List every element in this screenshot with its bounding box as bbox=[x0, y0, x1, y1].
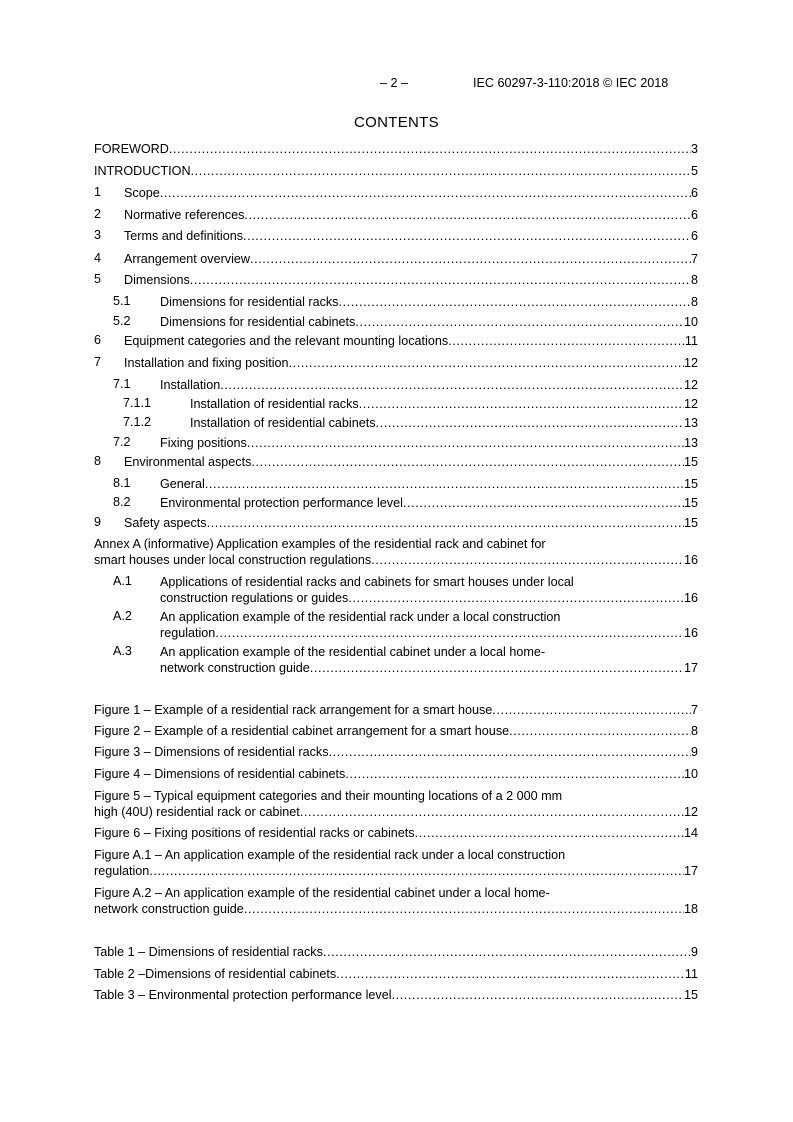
toc-entry[interactable] bbox=[94, 272, 698, 288]
dot-leader bbox=[244, 901, 684, 917]
toc-entry-number: 7.1.2 bbox=[123, 415, 152, 429]
toc-entry-page: 10 bbox=[683, 315, 698, 329]
toc-entry-title: Safety aspects bbox=[124, 516, 207, 530]
toc-entry-number: 5.2 bbox=[113, 314, 131, 328]
toc-entry-title: smart houses under local construction regulations bbox=[94, 553, 372, 567]
toc-entry[interactable] bbox=[94, 847, 698, 879]
dot-leader bbox=[289, 355, 684, 371]
toc-entry[interactable] bbox=[94, 228, 698, 244]
dot-leader bbox=[205, 476, 684, 492]
toc-entry[interactable] bbox=[94, 454, 698, 470]
toc-entry-title: Normative references bbox=[124, 208, 245, 222]
toc-entry-page: 11 bbox=[684, 334, 698, 348]
dot-leader bbox=[160, 185, 691, 201]
dot-leader bbox=[392, 987, 684, 1003]
toc-entry-page: 12 bbox=[683, 805, 698, 819]
toc-entry-number: A.2 bbox=[113, 609, 132, 623]
dot-leader bbox=[243, 228, 691, 244]
toc-entry-title: Figure A.2 – An application example of the residential cabinet under a local home- bbox=[94, 886, 550, 900]
toc-entry[interactable] bbox=[94, 885, 698, 917]
toc-entry[interactable] bbox=[94, 723, 698, 739]
toc-entry[interactable] bbox=[94, 476, 698, 492]
toc-entry[interactable] bbox=[94, 966, 698, 982]
toc-entry-title: Figure A.1 – An application example of the residential rack under a local construction bbox=[94, 848, 566, 862]
toc-entry-page: 3 bbox=[690, 142, 698, 156]
toc-entry-title: Terms and definitions bbox=[124, 229, 244, 243]
toc-entry-number: 2 bbox=[94, 207, 102, 221]
toc-entry-number: 5.1 bbox=[113, 294, 131, 308]
toc-entry-title: Installation of residential racks bbox=[190, 397, 359, 411]
dot-leader bbox=[244, 207, 691, 223]
toc-entry[interactable] bbox=[94, 163, 698, 179]
toc-entry-number: 7.1.1 bbox=[123, 396, 152, 410]
toc-entry[interactable] bbox=[94, 495, 698, 511]
toc-entry-title: An application example of the residential cabinet under a local home- bbox=[160, 645, 546, 659]
toc-entry-number: 7 bbox=[94, 355, 102, 369]
toc-entry-title: Equipment categories and the relevant mounting locations bbox=[124, 334, 449, 348]
toc-entry-page: 5 bbox=[690, 164, 698, 178]
toc-entry-page: 15 bbox=[683, 477, 698, 491]
dot-leader bbox=[348, 590, 684, 606]
toc-entry[interactable] bbox=[94, 574, 698, 606]
toc-entry[interactable] bbox=[94, 825, 698, 841]
toc-entry[interactable] bbox=[94, 609, 698, 641]
toc-entry-title: FOREWORD bbox=[94, 142, 169, 156]
dot-leader bbox=[191, 163, 691, 179]
toc-entry-page: 13 bbox=[683, 416, 698, 430]
toc-entry-title: Table 1 – Dimensions of residential racks bbox=[94, 945, 323, 959]
toc-entry-title: Fixing positions bbox=[160, 436, 247, 450]
toc-entry-number: 7.1 bbox=[113, 377, 131, 391]
toc-entry-page: 15 bbox=[683, 988, 698, 1002]
document-id: IEC 60297-3-110:2018 © IEC 2018 bbox=[473, 76, 669, 90]
toc-entry[interactable] bbox=[94, 536, 698, 568]
dot-leader bbox=[403, 495, 684, 511]
toc-entry[interactable] bbox=[94, 355, 698, 371]
toc-entry-number: 6 bbox=[94, 333, 102, 347]
toc-entry-number: 9 bbox=[94, 515, 102, 529]
dot-leader bbox=[323, 944, 691, 960]
page-number: – 2 – bbox=[380, 76, 409, 90]
toc-entry-page: 11 bbox=[684, 967, 698, 981]
toc-entry-page: 15 bbox=[683, 496, 698, 510]
page-title: CONTENTS bbox=[354, 114, 439, 131]
dot-leader bbox=[169, 141, 691, 157]
toc-entry[interactable] bbox=[94, 744, 698, 760]
toc-entry-title: regulation bbox=[160, 626, 216, 640]
dot-leader bbox=[415, 825, 684, 841]
toc-entry[interactable] bbox=[94, 251, 698, 267]
toc-entry[interactable] bbox=[94, 333, 698, 349]
toc-entry[interactable] bbox=[94, 987, 698, 1003]
toc-entry-number: A.3 bbox=[113, 644, 132, 658]
dot-leader bbox=[300, 804, 684, 820]
toc-entry-title: Scope bbox=[124, 186, 160, 200]
toc-entry-page: 6 bbox=[690, 208, 698, 222]
toc-entry-number: 8.1 bbox=[113, 476, 131, 490]
toc-entry-number: 7.2 bbox=[113, 435, 131, 449]
toc-entry-title: construction regulations or guides bbox=[160, 591, 349, 605]
dot-leader bbox=[355, 314, 684, 330]
toc-entry-number: A.1 bbox=[113, 574, 132, 588]
dot-leader bbox=[345, 766, 684, 782]
toc-entry-page: 16 bbox=[683, 626, 698, 640]
toc-entry[interactable] bbox=[94, 644, 698, 676]
dot-leader bbox=[251, 454, 684, 470]
toc-entry[interactable] bbox=[94, 294, 698, 310]
toc-entry-title: Arrangement overview bbox=[124, 252, 250, 266]
dot-leader bbox=[247, 435, 684, 451]
dot-leader bbox=[190, 272, 691, 288]
toc-entry-title: Figure 6 – Fixing positions of residential racks or cabinets bbox=[94, 826, 415, 840]
dot-leader bbox=[509, 723, 691, 739]
dot-leader bbox=[329, 744, 691, 760]
toc-entry-number: 3 bbox=[94, 228, 102, 242]
toc-entry-title: network construction guide bbox=[94, 902, 244, 916]
dot-leader bbox=[207, 515, 684, 531]
toc-entry[interactable] bbox=[94, 141, 698, 157]
toc-entry-title: regulation bbox=[94, 864, 150, 878]
dot-leader bbox=[250, 251, 691, 267]
dot-leader bbox=[310, 660, 684, 676]
toc-entry-number: 8.2 bbox=[113, 495, 131, 509]
dot-leader bbox=[338, 294, 691, 310]
toc-entry-page: 9 bbox=[690, 945, 698, 959]
toc-entry-page: 15 bbox=[683, 516, 698, 530]
toc-entry-title: Figure 2 – Example of a residential cabinet arrangement for a smart house bbox=[94, 724, 510, 738]
toc-entry[interactable] bbox=[94, 435, 698, 451]
dot-leader bbox=[220, 377, 684, 393]
toc-entry-number: 4 bbox=[94, 251, 102, 265]
toc-entry-title: Installation of residential cabinets bbox=[190, 416, 376, 430]
toc-entry[interactable] bbox=[94, 766, 698, 782]
toc-entry[interactable] bbox=[94, 515, 698, 531]
toc-entry[interactable] bbox=[94, 944, 698, 960]
toc-entry-title: General bbox=[160, 477, 205, 491]
toc-entry[interactable] bbox=[94, 377, 698, 393]
toc-entry-page: 7 bbox=[690, 252, 698, 266]
toc-entry-page: 15 bbox=[683, 455, 698, 469]
toc-entry-title: Dimensions for residential cabinets bbox=[160, 315, 356, 329]
toc-entry-page: 17 bbox=[683, 661, 698, 675]
toc-entry-title: Dimensions for residential racks bbox=[160, 295, 339, 309]
dot-leader bbox=[371, 552, 684, 568]
toc-entry-title: Installation and fixing position bbox=[124, 356, 289, 370]
toc-entry-title: Annex A (informative) Application examples of the residential rack and cabinet for bbox=[94, 537, 546, 551]
toc-entry-page: 14 bbox=[683, 826, 698, 840]
dot-leader bbox=[336, 966, 685, 982]
toc-entry-page: 7 bbox=[690, 703, 698, 717]
toc-entry-page: 16 bbox=[683, 591, 698, 605]
toc-entry-title: Figure 3 – Dimensions of residential racks bbox=[94, 745, 329, 759]
dot-leader bbox=[359, 396, 684, 412]
toc-entry-title: Environmental protection performance level bbox=[160, 496, 403, 510]
dot-leader bbox=[149, 863, 684, 879]
toc-entry[interactable] bbox=[94, 207, 698, 223]
toc-entry-title: Figure 5 – Typical equipment categories and their mounting locations of a 2 000 mm bbox=[94, 789, 563, 803]
toc-entry-title: Environmental aspects bbox=[124, 455, 252, 469]
toc-entry-page: 9 bbox=[690, 745, 698, 759]
toc-entry-page: 8 bbox=[690, 724, 698, 738]
toc-entry-page: 16 bbox=[683, 553, 698, 567]
toc-entry-title: Applications of residential racks and cabinets for smart houses under local bbox=[160, 575, 574, 589]
dot-leader bbox=[376, 415, 684, 431]
toc-entry-page: 12 bbox=[683, 378, 698, 392]
toc-entry[interactable] bbox=[94, 702, 698, 718]
toc-entry-page: 12 bbox=[683, 356, 698, 370]
toc-entry[interactable] bbox=[94, 396, 698, 412]
toc-entry-title: Dimensions bbox=[124, 273, 190, 287]
toc-entry[interactable] bbox=[94, 185, 698, 201]
toc-entry-number: 5 bbox=[94, 272, 102, 286]
toc-entry-page: 18 bbox=[683, 902, 698, 916]
toc-entry-page: 17 bbox=[683, 864, 698, 878]
dot-leader bbox=[492, 702, 691, 718]
toc-entry-page: 8 bbox=[690, 273, 698, 287]
toc-entry-title: INTRODUCTION bbox=[94, 164, 191, 178]
toc-entry-title: Table 2 –Dimensions of residential cabinets bbox=[94, 967, 337, 981]
toc-entry-title: network construction guide bbox=[160, 661, 310, 675]
toc-entry[interactable] bbox=[94, 415, 698, 431]
toc-entry-page: 12 bbox=[683, 397, 698, 411]
toc-entry-number: 8 bbox=[94, 454, 102, 468]
toc-entry-page: 10 bbox=[683, 767, 698, 781]
toc-entry[interactable] bbox=[94, 788, 698, 820]
toc-entry-page: 6 bbox=[690, 186, 698, 200]
toc-entry-page: 13 bbox=[683, 436, 698, 450]
toc-entry-title: high (40U) residential rack or cabinet bbox=[94, 805, 300, 819]
toc-entry-title: Figure 1 – Example of a residential rack arrangement for a smart house bbox=[94, 703, 493, 717]
toc-entry[interactable] bbox=[94, 314, 698, 330]
dot-leader bbox=[215, 625, 684, 641]
toc-entry-title: Figure 4 – Dimensions of residential cabinets bbox=[94, 767, 346, 781]
dot-leader bbox=[448, 333, 685, 349]
toc-entry-page: 6 bbox=[690, 229, 698, 243]
toc-entry-page: 8 bbox=[690, 295, 698, 309]
toc-entry-title: Table 3 – Environmental protection performance level bbox=[94, 988, 392, 1002]
toc-entry-title: An application example of the residential rack under a local construction bbox=[160, 610, 561, 624]
toc-entry-number: 1 bbox=[94, 185, 102, 199]
toc-entry-title: Installation bbox=[160, 378, 221, 392]
